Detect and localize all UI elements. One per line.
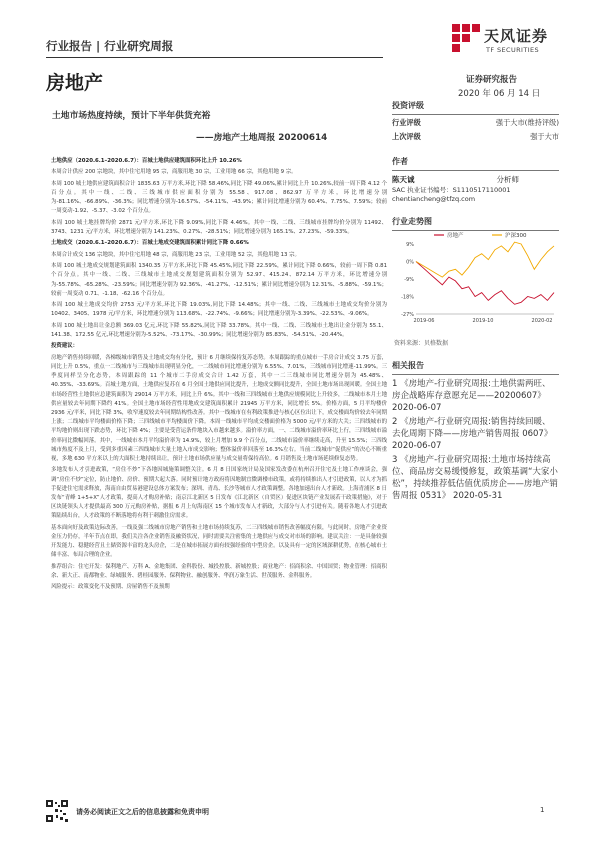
series-line [416, 242, 554, 277]
page-number: 1 [540, 806, 545, 814]
rating-title: 投资评级 [392, 101, 424, 110]
body-paragraph: 基本面向好及政策边际改善，一线及强二线城市房地产销售和土地市场持续复苏，二三四线城市销售改善幅度有限，与此同时，房地产企业资金压力仍存，半年节点在即，我们关注各企业销售及融资状况，同时需要关注密集的土地供应与成交对市场的影响。建议关注：一是具备较强开发能力、稳健经营且土储资源丰富的龙头房企，二是在城市拓展方面有较强经验的中型房企。以及具有一定的区域深耕优势，在核心城市土储丰富、布局合理的企业。 [51, 524, 387, 559]
rating-rule [392, 114, 559, 115]
report-category: 行业报告 | 行业研究周报 [46, 39, 174, 53]
legend-label: 房地产 [447, 233, 464, 239]
company-logo [452, 22, 557, 62]
related-list [392, 378, 559, 502]
author-email[interactable]: chentiancheng@tfzq.com [392, 195, 476, 203]
x-tick-label: 2020-02 [531, 318, 553, 324]
report-type: 证券研究报告 [466, 75, 518, 85]
chart-title: 行业走势图 [392, 217, 432, 226]
report-body [51, 157, 387, 595]
tf-logo-icon [452, 24, 480, 52]
related-report-link[interactable]: 2 《房地产-行业研究周报:销售持续回暖、去化周期下降——房地产销售周报 0607》 2020-06-07 [392, 417, 553, 451]
headline: 土地市场热度持续，预计下半年供货充裕 [52, 111, 211, 121]
related-report-link[interactable]: 1 《房地产-行业研究周报:土地供需两旺、房企战略库存意愿充足——20200607》 2020-06-07 [392, 379, 551, 413]
rating-row [392, 132, 559, 146]
rating-row [392, 118, 559, 132]
section-heading: 土地供应（2020.6.1–2020.6.7）：百城土地供应建筑面积环比上升 10.26% [51, 158, 242, 164]
body-paragraph: 本周合计供应 200 宗地块，其中住宅用地 95 宗，商服用地 30 宗，工业用地 66 宗，其他用地 9 宗。 [51, 169, 297, 176]
body-paragraph: 本周 100 城土地挂牌均价 2871 元/平方米,环比下降 9.09%,同比下降 4.46%。其中一线、二线、三线城市挂牌均价分别为 11492、3743、1231 元/平方米，环比增速分别为 141.23%、0.27%、-28.51%；同比增速分别为 165.1%、27.23%、-59.33%。 [51, 219, 387, 235]
author-cert: SAC 执业证书编号：S1110517110001 [392, 186, 511, 194]
section-heading: 土地成交（2020.6.1–2020.6.7）：百城土地成交建筑面积累计同比下降 0.66% [51, 240, 249, 247]
chart-source: 资料来源：贝格数据 [394, 340, 449, 347]
report-date: 2020 年 06 月 14 日 [458, 89, 541, 99]
related-report-link[interactable]: 3 《房地产-行业研究周报:土地市场持续高位、商品房交易缓慢修复，政策基调“大家小松”，持续推荐低估值优质房企——房地产销售周报 0531》 2020-05-31 [392, 455, 558, 501]
x-tick-label: 2019-06 [413, 318, 435, 324]
author-rule [392, 170, 559, 171]
rating-value: 强于大市(维持评级) [495, 118, 559, 127]
author-section [392, 156, 559, 204]
header-rule [46, 57, 383, 58]
related-rule [392, 374, 559, 375]
body-paragraph: 推荐组合：住宅开发：保利地产、万科 A、金地集团、金科股份、城投控股、新城控股；商业地产：招商积余、中国国贸；物业管理：招商积余、新大正、南都物业、绿城服务、碧桂园服务、保利物业、融创服务、华润万象生活、世茂服务、金科服务。 [51, 563, 387, 579]
disclaimer: 请务必阅读正文之后的信息披露和免责申明 [76, 808, 209, 816]
body-paragraph: 多地发布人才引进政策，“房住不炒”下各地因城施策调整关注。6 月 8 日国家统计局及国家发改委在杭州召开住宅及土地工作座谈会，强调“房住不炒”定位，防止地价、房价、预期大起大落。同时预计地方政府将因地制宜微调楼市政策，或将持续推出人才引进政策，以人才为抓手促进住宅需求释放，海南自由贸易港建设总体方案发布；深圳、青岛、长沙等城市人才政策调整。各地加速出台人才新政。上海青浦区 8 日发布“青峰 1+5+X”人才政策，提高人才购房补贴；南京江北新区 5 日发布《江北新区（自贸区）促进区块链产业发展若干政策措施》，对于区块链领头人才提供最高 300 万元购房补贴，据报 6 月上旬海南区 15 个城市发布人才新政，大部分与人才引进有关。随着各地人才引进政策陆续出台，人才政策的不断落地将有利于刺激住房需求。 [51, 467, 387, 520]
logo-text-cn: 天风证券 [484, 27, 549, 45]
rating-section [392, 100, 559, 146]
logo-text-en: TF SECURITIES [486, 46, 540, 54]
y-tick-label: -9% [404, 277, 414, 283]
related-section [392, 360, 559, 502]
industry-trend-chart [394, 230, 559, 330]
author-title: 作者 [392, 157, 408, 166]
section-heading: 投资建议： [51, 343, 78, 350]
body-paragraph: 本周 100 城土地供应建筑面积合计 1835.63 万平方米,环比下降 58.46%,同比下降 49.06%,累计同比上升 10.26%,较前一周下降 4.12 个百分点。其中一线、二线、三线城市供应面积分别为 55.58、917.08、862.97 万平方米，环比增速分别为-81.16%、-66.89%、-36.3%；同比增速分别为-16.57%、-54.11%、-43.9%；累计同比增速分别为 60.4%、7.75%、7.59%；较前一周变动-1.92、-5.37、-3.02 个百分点。 [51, 180, 387, 215]
subheadline: ——房地产土地周报 20200614 [196, 133, 328, 143]
rating-label: 上次评级 [392, 132, 421, 141]
rating-label: 行业评级 [392, 118, 421, 127]
author-role: 分析师 [496, 175, 519, 184]
body-paragraph: 本周 100 城土地成交规划建筑面积 1340.35 万平方米,环比下降 45.45%,同比下降 22.59%，累计同比下降 0.66%，较前一周下降 0.81 个百分点。其中一线、二线、三线城市土地成交规划建筑面积分别为 52.97、415.24、872.14 万平方米，环比增速分别为-55.78%、-65.28%、-23.59%；同比增速分别为 92.36%、-41.27%、-12.51%；累计同比增速分别为 12.31%、-5.88%、-59.1%；较前一周变动 0.71、-1.18、-62.16 个百分点。 [51, 263, 387, 297]
body-paragraph: 本周 100 城土地成交均价 2753 元/平方米,环比下降 19.03%,同比下降 14.48%；其中一线、二线、三线城市土地成交均价分别为 10402、3405、1978 元/平方米，环比增速分别为 113.68%、-22.74%、-9.66%；同比增速分别为-3.39%、-22.53%、-9.06%。 [51, 302, 387, 318]
y-tick-label: -27% [401, 312, 414, 318]
sector-title: 房地产 [46, 72, 104, 94]
body-paragraph: 本周合计成交 136 宗地块，其中住宅用地 48 宗，商服用地 23 宗，工业用地 52 宗，其他用地 13 宗。 [51, 251, 300, 258]
body-paragraph: 房地产销售持续回暖，各梯级城市销售及土地成交均有分化，预计 6 月继续保持复苏态势。本周跟踪的重点城市一手房合计成交 3.75 万套，同比上升 0.5%，重点一二线城市与三线城市出现明显分化，一二线城市同比增速分别为 6.55%、7.01%，三线城市同比增速-11.99%。三季度同样呈分化态势，本周跟踪的 11 个城市二手房成交合计 1.42 万套，其中一二三线城市同比增速分别为 45.48%、40.35%、-33.69%。百城土地方面，土地供应复苏在 6 月全国土地供应同比提升，土地成交额同比提升，全国土地市场出现回暖。全国土地市场经营性土地供应总建筑面积为 29014 万平方米，同比上升 6%。其中一线和三四线城市土地供应规模同比上升较多，二线城市本月土地供应量较去年同期下降约 41%。全国土地市场经营性用地成交建筑面积累计 21945 万平方米，同比增长 5%。价格方面，5 月平均楼价 2936 元/平米，同比下降 3%，收窄速度较去年同期结构性改善。其中一线城市在有利政策推进与核心区位出让下，成交楼面均价较去年同期上涨；二线城市平均楼面价格下降；三四线城市平均楼面价下降。本周一线城市平均成交楼面价格为 5000 元/平方米的大关；三四线城市的平均地价则出现下跌态势，环比下降 4%；主要是受营运条件地块入市越来越多。溢价率方面，一、二线城市溢价率环比上行，三四线城市溢价率同比微幅回落。其中，一线城市本月平均溢价率为 14.9%，较上月增加 9.9 个百分点，二线城市溢价率继续走高，升至 15.5%；三四线城市热度不及上月，受到多重因素三四线城市大量土地入市成交影响；整体溢价率回落至 16.3%左右。当前二线城市“促供应”的决心不断重视，多地 630 平方米以上的大面积土地持续出让，预计土地市场供应量与成交量将保持高位。6 月销售及土地市场延续修复态势。 [51, 354, 387, 462]
y-tick-label: 9% [406, 242, 414, 248]
x-tick-label: 2019-10 [472, 318, 494, 324]
body-paragraph: 本周 100 城土地出让金总额 369.03 亿元,环比下降 55.82%,同比下降 33.78%。其中一线、二线、三线城市土地出让金分别为 55.1、141.38、172.55 亿元,环比增速分别为-5.52%、-73.17%、-30.99%；同比增速分别为 85.83%、-54.51%、-20.44%。 [51, 322, 387, 338]
rating-value: 强于大市 [530, 132, 559, 141]
y-tick-label: 0% [406, 259, 414, 266]
y-tick-label: -18% [401, 294, 414, 301]
qr-code-icon [46, 800, 68, 822]
related-title: 相关报告 [392, 361, 424, 370]
legend-label: 沪深300 [505, 233, 527, 239]
author-name: 陈天诚 [392, 175, 415, 184]
author-row [392, 174, 559, 186]
chart-section [392, 216, 559, 231]
body-paragraph: 风险提示：政策变化不及预期、房屋销售不及预期 [51, 584, 170, 591]
